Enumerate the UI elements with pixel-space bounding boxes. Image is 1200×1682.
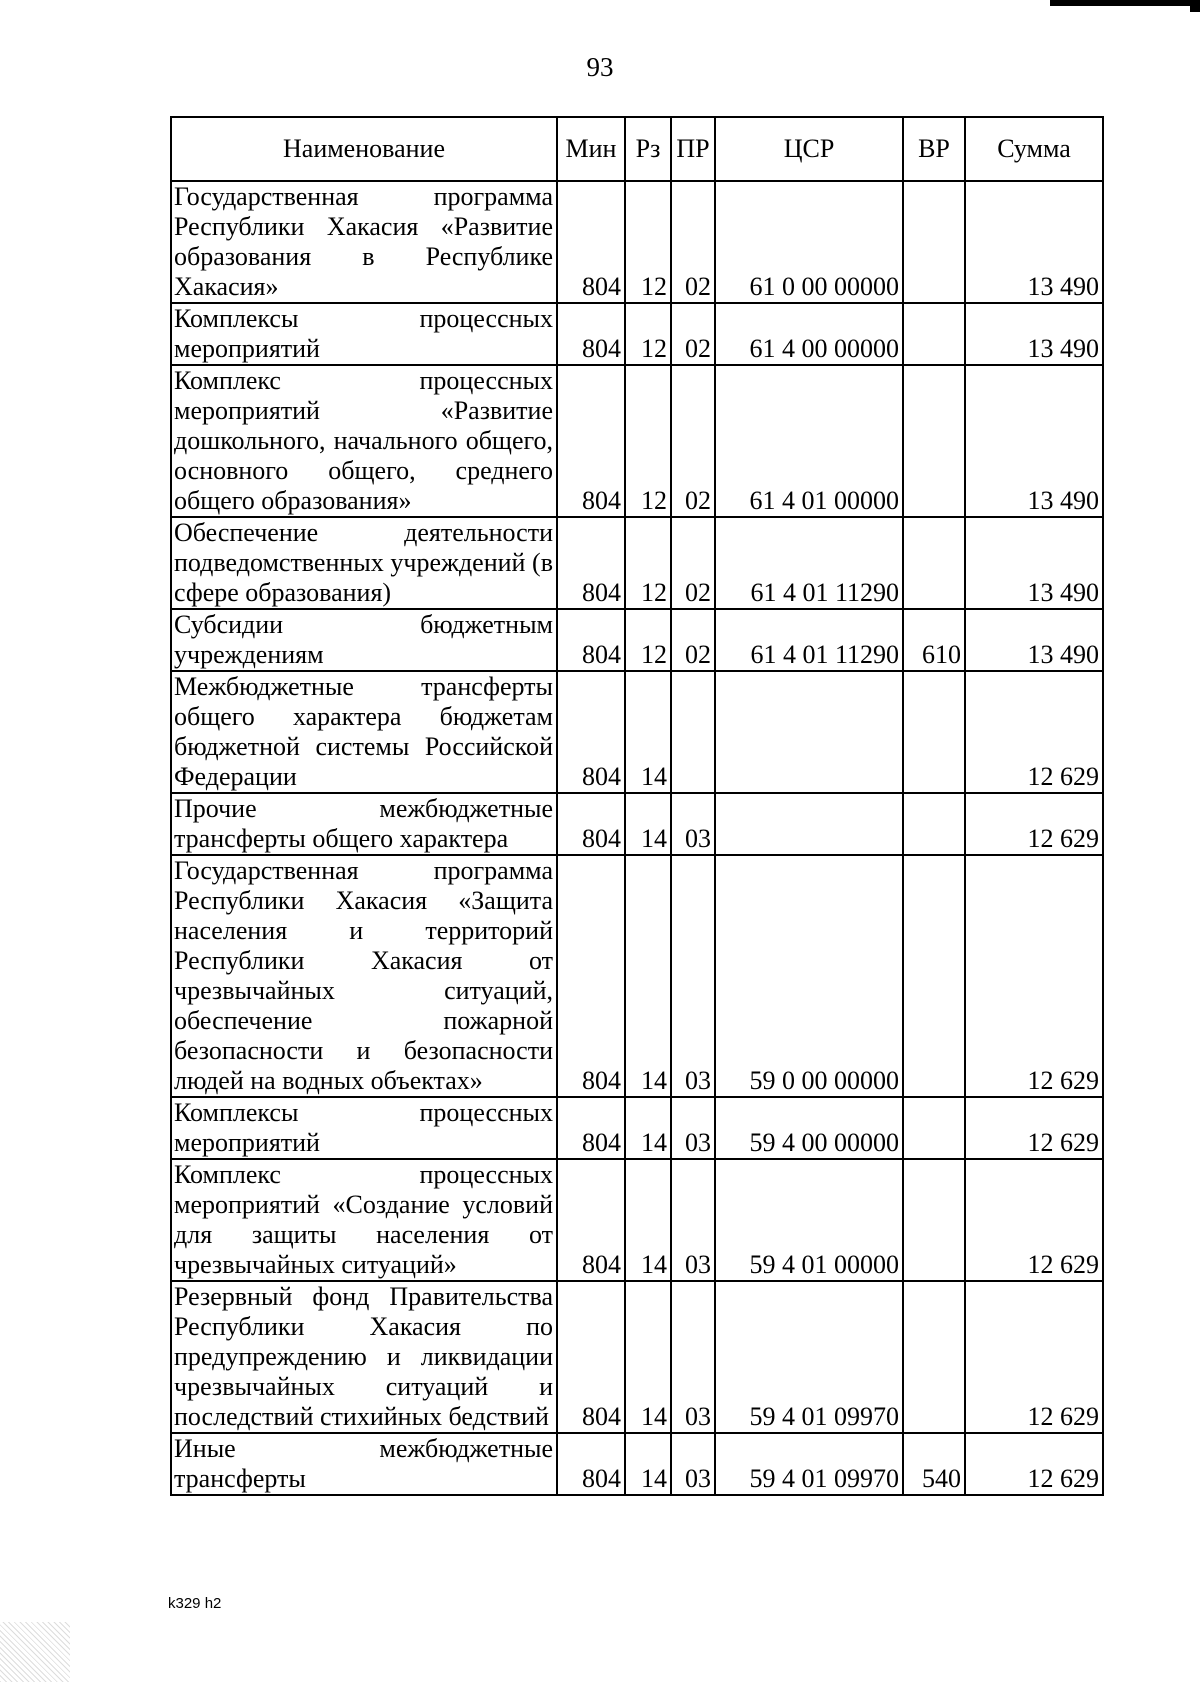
row-pr: 03: [671, 1433, 715, 1495]
row-vr: [903, 1097, 965, 1159]
header-rz: Рз: [625, 117, 671, 181]
row-csr: 61 4 01 00000: [715, 365, 903, 517]
row-sum: 13 490: [965, 365, 1103, 517]
row-sum: 13 490: [965, 303, 1103, 365]
table-row: [171, 303, 1103, 365]
row-sum: 12 629: [965, 1433, 1103, 1495]
table-row: [171, 517, 1103, 609]
budget-table: [170, 116, 1104, 1496]
row-name: Комплексы процессных мероприятий: [171, 1097, 557, 1159]
row-min: 804: [557, 855, 625, 1097]
row-csr: 59 4 01 09970: [715, 1433, 903, 1495]
row-csr: 59 4 00 00000: [715, 1097, 903, 1159]
table-row: [171, 1097, 1103, 1159]
row-pr: 02: [671, 181, 715, 303]
row-sum: 12 629: [965, 793, 1103, 855]
row-csr: 59 0 00 00000: [715, 855, 903, 1097]
row-rz: 14: [625, 671, 671, 793]
row-min: 804: [557, 181, 625, 303]
table-row: [171, 1281, 1103, 1433]
row-vr: [903, 303, 965, 365]
row-pr: 03: [671, 1097, 715, 1159]
row-pr: 03: [671, 1281, 715, 1433]
row-rz: 12: [625, 303, 671, 365]
row-pr: 03: [671, 855, 715, 1097]
table-row: [171, 671, 1103, 793]
row-min: 804: [557, 365, 625, 517]
row-pr: 02: [671, 365, 715, 517]
table-row: [171, 855, 1103, 1097]
row-sum: 12 629: [965, 1281, 1103, 1433]
row-name: Государственная программа Республики Хакасия «Развитие образования в Республике Хакасия»: [171, 181, 557, 303]
row-min: 804: [557, 1159, 625, 1281]
row-name: Субсидии бюджетным учреждениям: [171, 609, 557, 671]
row-min: 804: [557, 303, 625, 365]
row-sum: 12 629: [965, 1159, 1103, 1281]
row-csr: 61 4 00 00000: [715, 303, 903, 365]
row-pr: 02: [671, 609, 715, 671]
row-csr: [715, 793, 903, 855]
header-name: Наименование: [171, 117, 557, 181]
table-row: [171, 609, 1103, 671]
row-csr: 59 4 01 09970: [715, 1281, 903, 1433]
row-rz: 14: [625, 1281, 671, 1433]
header-vr: ВР: [903, 117, 965, 181]
row-rz: 14: [625, 1097, 671, 1159]
row-vr: 540: [903, 1433, 965, 1495]
header-min: Мин: [557, 117, 625, 181]
row-vr: [903, 793, 965, 855]
row-csr: 59 4 01 00000: [715, 1159, 903, 1281]
table-header-row: [171, 117, 1103, 181]
row-name: Комплексы процессных мероприятий: [171, 303, 557, 365]
row-rz: 14: [625, 1159, 671, 1281]
table-row: [171, 1159, 1103, 1281]
row-vr: [903, 1281, 965, 1433]
scan-corner-mark: [1050, 0, 1200, 6]
page-number: 93: [586, 52, 614, 82]
row-vr: [903, 671, 965, 793]
row-rz: 12: [625, 609, 671, 671]
row-rz: 14: [625, 1433, 671, 1495]
table-row: [171, 181, 1103, 303]
row-vr: [903, 365, 965, 517]
row-sum: 12 629: [965, 671, 1103, 793]
row-rz: 14: [625, 793, 671, 855]
row-csr: 61 4 01 11290: [715, 609, 903, 671]
table-row: [171, 793, 1103, 855]
row-name: Комплекс процессных мероприятий «Создание условий для защиты населения от чрезвычайных ситуаций»: [171, 1159, 557, 1281]
row-csr: 61 4 01 11290: [715, 517, 903, 609]
row-pr: 03: [671, 793, 715, 855]
header-pr: ПР: [671, 117, 715, 181]
row-name: Государственная программа Республики Хакасия «Защита населения и территорий Республики Хакасия от чрезвычайных ситуаций, обеспечение пожарной безопасности и безопасности людей на водных объектах»: [171, 855, 557, 1097]
row-vr: [903, 855, 965, 1097]
scan-noise: [0, 1622, 70, 1682]
row-sum: 13 490: [965, 609, 1103, 671]
row-vr: [903, 517, 965, 609]
row-min: 804: [557, 609, 625, 671]
row-rz: 12: [625, 365, 671, 517]
row-name: Межбюджетные трансферты общего характера бюджетам бюджетной системы Российской Федерации: [171, 671, 557, 793]
row-min: 804: [557, 1433, 625, 1495]
table-row: [171, 1433, 1103, 1495]
row-rz: 14: [625, 855, 671, 1097]
row-name: Резервный фонд Правительства Республики Хакасия по предупреждению и ликвидации чрезвычайных ситуаций и последствий стихийных бедствий: [171, 1281, 557, 1433]
row-sum: 12 629: [965, 855, 1103, 1097]
header-csr: ЦСР: [715, 117, 903, 181]
row-min: 804: [557, 793, 625, 855]
row-vr: [903, 181, 965, 303]
row-pr: 02: [671, 517, 715, 609]
row-name: Иные межбюджетные трансферты: [171, 1433, 557, 1495]
row-min: 804: [557, 517, 625, 609]
row-vr: 610: [903, 609, 965, 671]
table-row: [171, 365, 1103, 517]
footer-code: k329 h2: [168, 1595, 222, 1612]
row-csr: 61 0 00 00000: [715, 181, 903, 303]
row-sum: 13 490: [965, 517, 1103, 609]
row-name: Комплекс процессных мероприятий «Развитие дошкольного, начального общего, основного общего, среднего общего образования»: [171, 365, 557, 517]
row-sum: 13 490: [965, 181, 1103, 303]
row-pr: 03: [671, 1159, 715, 1281]
header-sum: Сумма: [965, 117, 1103, 181]
row-name: Прочие межбюджетные трансферты общего характера: [171, 793, 557, 855]
row-pr: 02: [671, 303, 715, 365]
row-min: 804: [557, 671, 625, 793]
row-rz: 12: [625, 181, 671, 303]
row-name: Обеспечение деятельности подведомственных учреждений (в сфере образования): [171, 517, 557, 609]
row-min: 804: [557, 1097, 625, 1159]
row-csr: [715, 671, 903, 793]
row-sum: 12 629: [965, 1097, 1103, 1159]
row-min: 804: [557, 1281, 625, 1433]
row-rz: 12: [625, 517, 671, 609]
row-vr: [903, 1159, 965, 1281]
row-pr: [671, 671, 715, 793]
